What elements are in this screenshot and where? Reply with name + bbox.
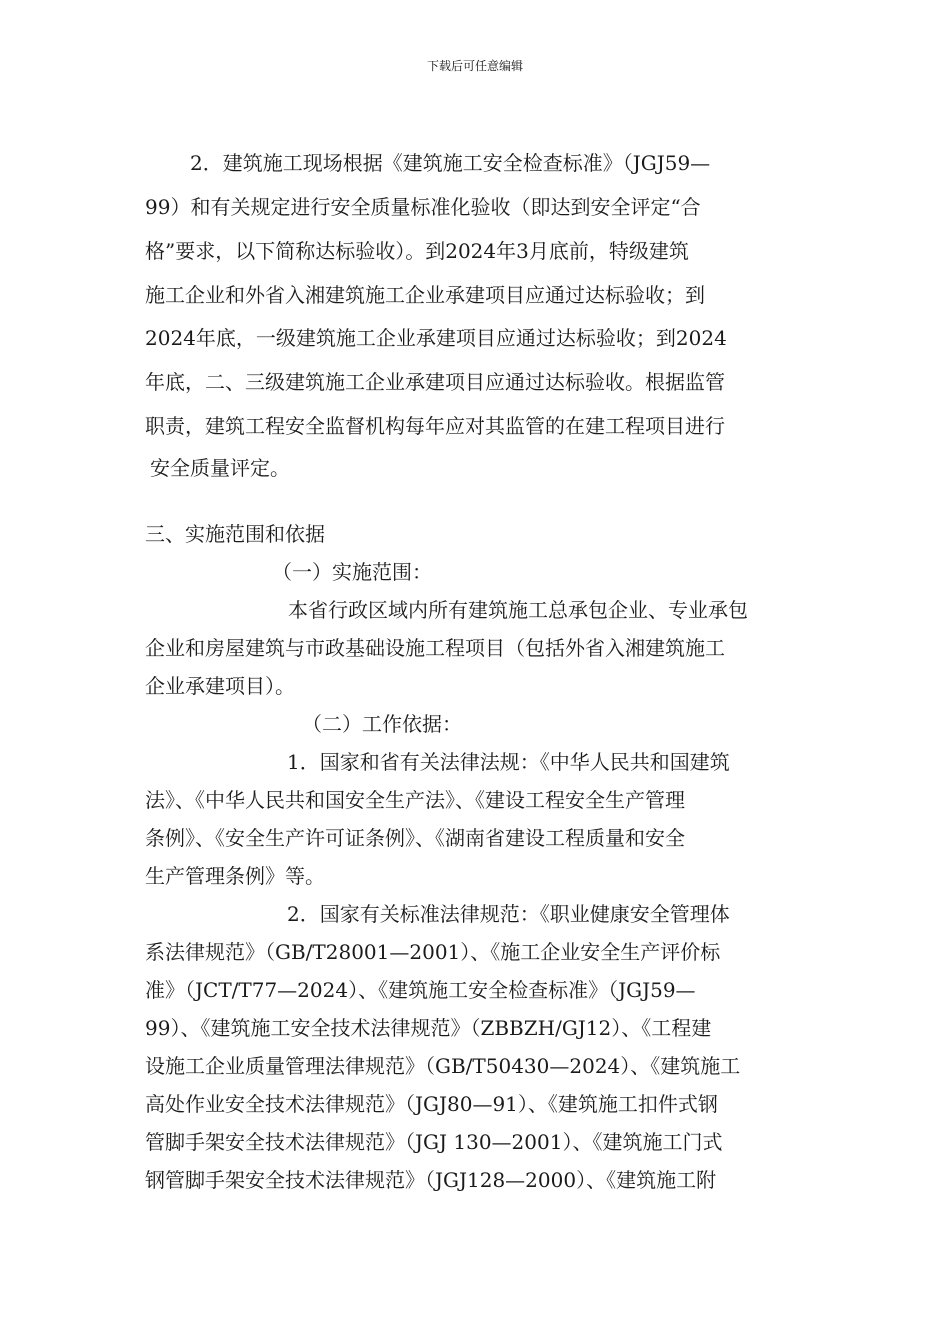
- paragraph-line: 2．建筑施工现场根据《建筑施工安全检查标准》（JGJ59—: [190, 151, 711, 175]
- paragraph-line: 高处作业安全技术法律规范》（JGJ80—91）、《建筑施工扣件式钢: [145, 1092, 718, 1116]
- subsection-heading: （一）实施范围：: [272, 560, 432, 584]
- paragraph-line: 99）和有关规定进行安全质量标准化验收（即达到安全评定“合: [145, 195, 701, 219]
- paragraph-line: 1．国家和省有关法律法规：《中华人民共和国建筑: [287, 750, 730, 774]
- paragraph-line: 系法律规范》（GB/T28001—2001）、《施工企业安全生产评价标: [145, 940, 721, 964]
- paragraph-line: 职责，建筑工程安全监督机构每年应对其监管的在建工程项目进行: [145, 414, 725, 438]
- paragraph-line: 条例》、《安全生产许可证条例》、《湖南省建设工程质量和安全: [145, 826, 685, 850]
- paragraph-line: 设施工企业质量管理法律规范》（GB/T50430—2024）、《建筑施工: [145, 1054, 741, 1078]
- paragraph-line: 2024年底，一级建筑施工企业承建项目应通过达标验收；到2024: [145, 326, 727, 350]
- paragraph-line: 格”要求，以下简称达标验收）。到2024年3月底前，特级建筑: [145, 239, 689, 263]
- paragraph-line: 管脚手架安全技术法律规范》（JGJ 130—2001）、《建筑施工门式: [145, 1130, 723, 1154]
- paragraph-line: 2．国家有关标准法律规范：《职业健康安全管理体: [287, 902, 730, 926]
- paragraph-line: 99）、《建筑施工安全技术法律规范》（ZBBZH/GJ12）、《工程建: [145, 1016, 712, 1040]
- paragraph-line: 安全质量评定。: [150, 456, 290, 480]
- paragraph-line: 企业和房屋建筑与市政基础设施工程项目（包括外省入湘建筑施工: [145, 636, 725, 660]
- page-header: 下载后可任意编辑: [426, 59, 523, 73]
- paragraph-line: 钢管脚手架安全技术法律规范》（JGJ128—2000）、《建筑施工附: [145, 1168, 717, 1192]
- subsection-heading: （二）工作依据：: [302, 712, 462, 736]
- section-heading: 三、实施范围和依据: [145, 522, 325, 546]
- paragraph-line: 本省行政区域内所有建筑施工总承包企业、专业承包: [288, 598, 748, 622]
- paragraph-line: 企业承建项目）。: [145, 674, 295, 698]
- paragraph-line: 法》、《中华人民共和国安全生产法》、《建设工程安全生产管理: [145, 788, 685, 812]
- paragraph-line: 施工企业和外省入湘建筑施工企业承建项目应通过达标验收；到: [145, 283, 705, 307]
- paragraph-line: 生产管理条例》等。: [145, 864, 325, 888]
- paragraph-line: 年底，二、三级建筑施工企业承建项目应通过达标验收。根据监管: [145, 370, 725, 394]
- paragraph-line: 准》（JCT/T77—2024）、《建筑施工安全检查标准》（JGJ59—: [145, 978, 696, 1002]
